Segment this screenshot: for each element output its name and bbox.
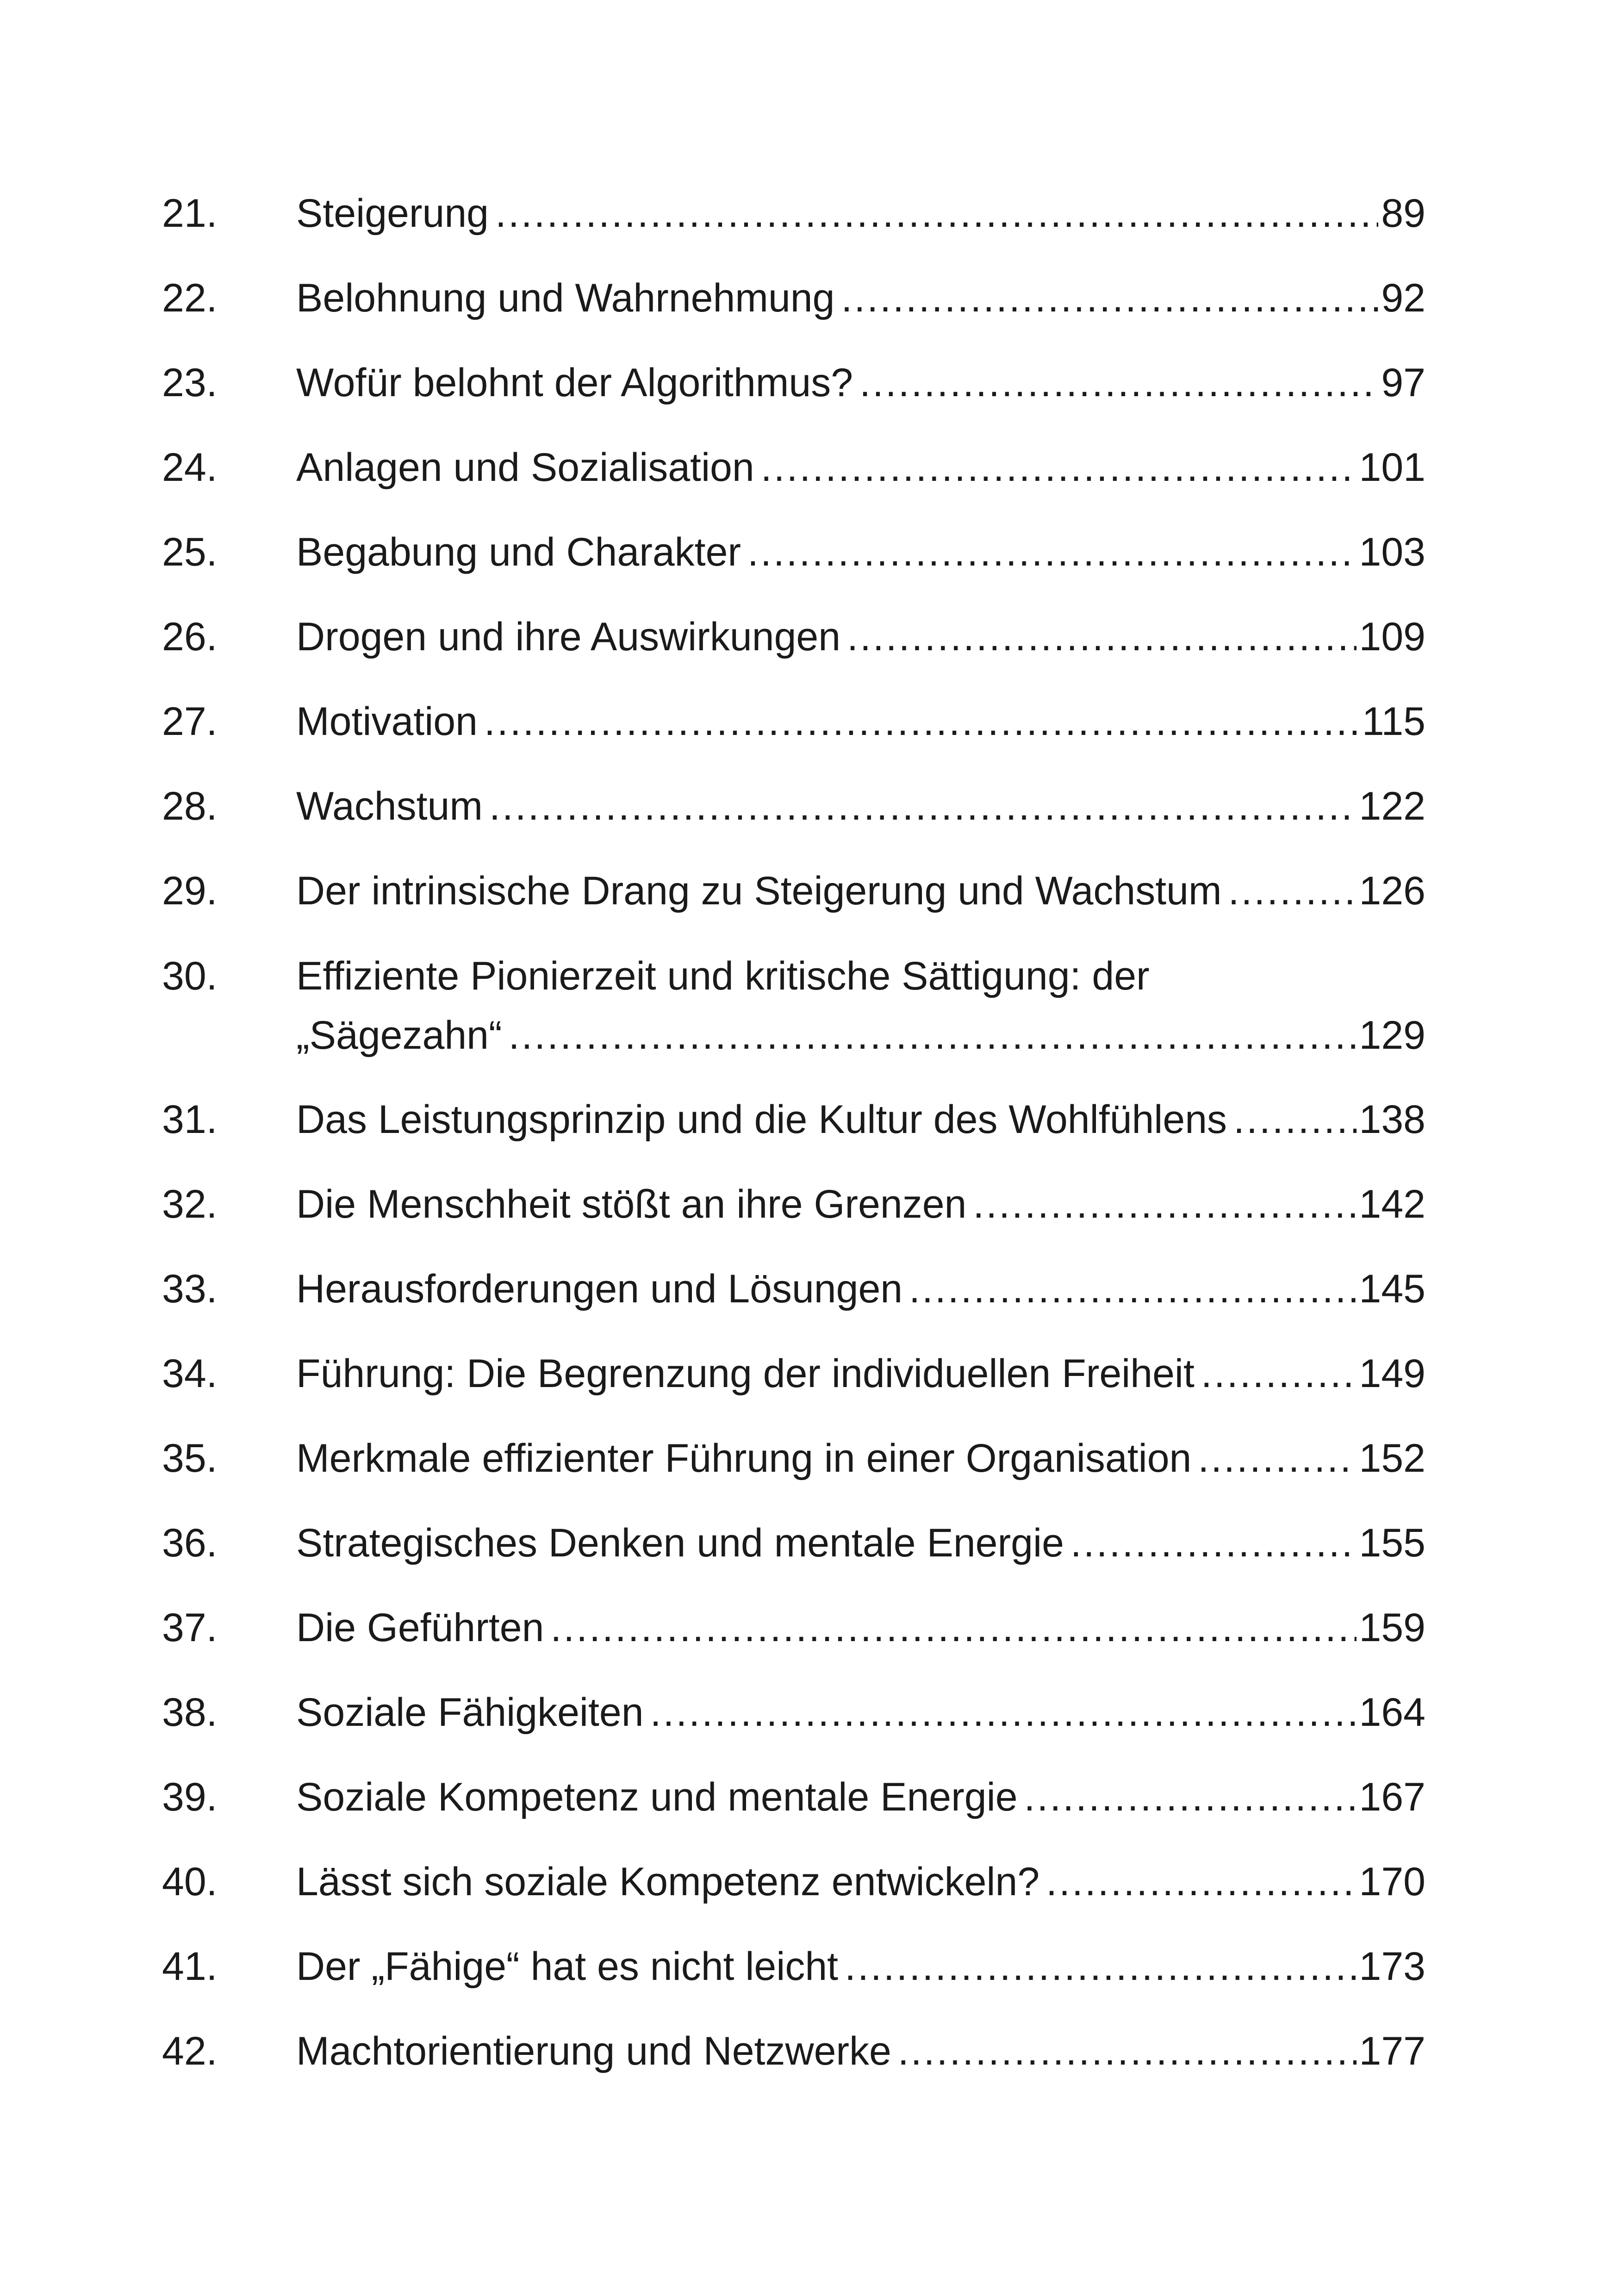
entry-title: Steigerung <box>296 191 489 236</box>
dot-leader <box>509 1006 1357 1065</box>
entry-page-number: 177 <box>1359 2029 1425 2073</box>
entry-page-number: 97 <box>1381 361 1425 405</box>
entry-page-number: 129 <box>1359 1013 1425 1058</box>
dot-leader <box>845 1924 1356 2009</box>
entry-number: 21. <box>162 191 218 236</box>
entry-number: 33. <box>162 1267 218 1311</box>
toc-entry[interactable] <box>162 1332 1425 1416</box>
toc-entry[interactable] <box>162 2009 1425 2094</box>
toc-entry[interactable] <box>162 425 1425 510</box>
entry-page-number: 109 <box>1359 615 1425 659</box>
entry-title: Machtorientierung und Netzwerke <box>296 2029 891 2073</box>
entry-title: Strategisches Denken und mentale Energie <box>296 1521 1064 1565</box>
entry-number: 24. <box>162 445 218 490</box>
entry-title: Motivation <box>296 699 478 744</box>
entry-page-number: 138 <box>1359 1097 1425 1142</box>
dot-leader <box>1201 1332 1357 1416</box>
toc-entry[interactable] <box>162 933 1425 1077</box>
dot-leader <box>898 2009 1357 2094</box>
toc-entry[interactable] <box>162 1077 1425 1162</box>
entry-number: 39. <box>162 1775 218 1819</box>
entry-number: 23. <box>162 361 218 405</box>
toc-entry[interactable] <box>162 1416 1425 1501</box>
entry-title: Der „Fähige“ hat es nicht leicht <box>296 1944 839 1989</box>
entry-page-number: 155 <box>1359 1521 1425 1565</box>
entry-title: „Sägezahn“ <box>296 1013 502 1058</box>
entry-page-number: 164 <box>1359 1690 1425 1735</box>
entry-title: Lässt sich soziale Kompetenz entwickeln? <box>296 1860 1040 1904</box>
toc-entry[interactable] <box>162 1586 1425 1670</box>
entry-title: Soziale Kompetenz und mentale Energie <box>296 1775 1018 1819</box>
toc-entry[interactable] <box>162 510 1425 595</box>
dot-leader <box>484 679 1359 764</box>
toc-entry[interactable] <box>162 1755 1425 1840</box>
dot-leader <box>650 1670 1357 1755</box>
entry-title: Merkmale effizienter Führung in einer Organisation <box>296 1436 1192 1481</box>
entry-title: Begabung und Charakter <box>296 530 741 574</box>
toc-entry[interactable] <box>162 341 1425 425</box>
toc-entry[interactable] <box>162 849 1425 933</box>
entry-title: Belohnung und Wahrnehmung <box>296 276 835 320</box>
entry-title: Das Leistungsprinzip und die Kultur des Wohlfühlens <box>296 1097 1227 1142</box>
toc-entry[interactable] <box>162 171 1425 256</box>
entry-page-number: 152 <box>1359 1436 1425 1481</box>
entry-number: 32. <box>162 1182 218 1226</box>
dot-leader <box>859 341 1378 425</box>
entry-title: Die Geführten <box>296 1605 544 1650</box>
entry-page-number: 149 <box>1359 1351 1425 1396</box>
dot-leader <box>1233 1077 1356 1162</box>
toc-entry[interactable] <box>162 595 1425 679</box>
dot-leader <box>489 764 1357 849</box>
toc-entry[interactable] <box>162 1924 1425 2009</box>
dot-leader <box>1046 1840 1356 1924</box>
entry-number: 36. <box>162 1521 218 1565</box>
entry-page-number: 167 <box>1359 1775 1425 1819</box>
entry-page-number: 173 <box>1359 1944 1425 1989</box>
entry-number: 38. <box>162 1690 218 1735</box>
entry-title: Drogen und ihre Auswirkungen <box>296 615 841 659</box>
dot-leader <box>747 510 1356 595</box>
entry-number: 40. <box>162 1860 218 1904</box>
table-of-contents <box>162 171 1425 2094</box>
entry-title: Führung: Die Begrenzung der individuellen Freiheit <box>296 1351 1195 1396</box>
entry-page-number: 115 <box>1362 699 1425 744</box>
entry-number: 22. <box>162 276 218 320</box>
dot-leader <box>761 425 1357 510</box>
entry-page-number: 89 <box>1381 191 1425 236</box>
entry-number: 31. <box>162 1097 218 1142</box>
toc-entry[interactable] <box>162 1840 1425 1924</box>
entry-title: Soziale Fähigkeiten <box>296 1690 644 1735</box>
entry-title: Wofür belohnt der Algorithmus? <box>296 361 853 405</box>
toc-entry[interactable] <box>162 1670 1425 1755</box>
entry-title: Herausforderungen und Lösungen <box>296 1267 903 1311</box>
entry-page-number: 126 <box>1359 869 1425 913</box>
entry-number: 37. <box>162 1605 218 1650</box>
dot-leader <box>973 1162 1356 1247</box>
entry-number: 30. <box>162 954 218 998</box>
entry-page-number: 170 <box>1359 1860 1425 1904</box>
entry-page-number: 101 <box>1359 445 1425 490</box>
entry-number: 27. <box>162 699 218 744</box>
entry-title: Die Menschheit stößt an ihre Grenzen <box>296 1182 967 1226</box>
entry-number: 25. <box>162 530 218 574</box>
entry-page-number: 145 <box>1359 1267 1425 1311</box>
toc-entry[interactable] <box>162 679 1425 764</box>
dot-leader <box>909 1247 1356 1332</box>
dot-leader <box>495 171 1378 256</box>
entry-number: 34. <box>162 1351 218 1396</box>
entry-page-number: 103 <box>1359 530 1425 574</box>
entry-title: Anlagen und Sozialisation <box>296 445 754 490</box>
dot-leader <box>1228 849 1357 933</box>
dot-leader <box>1198 1416 1356 1501</box>
entry-number: 35. <box>162 1436 218 1481</box>
entry-number: 26. <box>162 615 218 659</box>
entry-page-number: 142 <box>1359 1182 1425 1226</box>
toc-entry[interactable] <box>162 256 1425 341</box>
toc-entry[interactable] <box>162 1162 1425 1247</box>
toc-entry[interactable] <box>162 764 1425 849</box>
dot-leader <box>1070 1501 1357 1586</box>
dot-leader <box>550 1586 1356 1670</box>
entry-title: Der intrinsische Drang zu Steigerung und Wachstum <box>296 869 1222 913</box>
entry-number: 41. <box>162 1944 218 1989</box>
entry-number: 42. <box>162 2029 218 2073</box>
entry-page-number: 122 <box>1359 784 1425 828</box>
entry-title: Wachstum <box>296 784 483 828</box>
dot-leader <box>841 256 1378 341</box>
entry-page-number: 92 <box>1381 276 1425 320</box>
entry-page-number: 159 <box>1359 1605 1425 1650</box>
dot-leader <box>847 595 1356 679</box>
entry-number: 28. <box>162 784 218 828</box>
entry-title-line1: Effiziente Pionierzeit und kritische Sättigung: der <box>296 954 1150 998</box>
toc-entry[interactable] <box>162 1501 1425 1586</box>
entry-number: 29. <box>162 869 218 913</box>
toc-entry[interactable] <box>162 1247 1425 1332</box>
dot-leader <box>1024 1755 1357 1840</box>
